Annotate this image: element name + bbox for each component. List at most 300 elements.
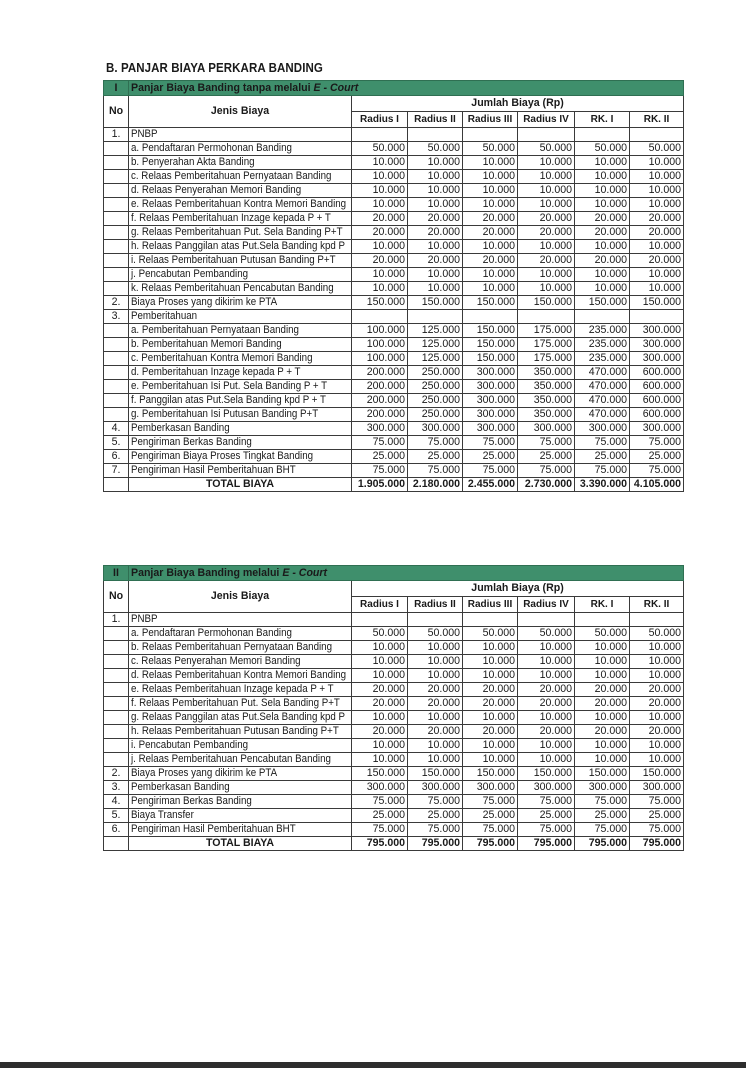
row-label: Biaya Proses yang dikirim ke PTA [129,296,352,310]
column-header-radius-iv: Radius IV [518,597,575,613]
row-number: 2. [104,296,129,310]
table-row [104,725,684,739]
column-header-rk-ii: RK. II [630,112,684,128]
row-number [104,184,129,198]
row-label: Pemberitahuan [129,310,352,324]
row-number: 7. [104,464,129,478]
cell-amount: 75.000 [463,436,518,450]
row-label: i. Relaas Pemberitahuan Putusan Banding P+T [129,254,352,268]
cell-amount: 10.000 [463,268,518,282]
total-amount: 3.390.000 [575,478,630,492]
row-number [104,725,129,739]
column-header-radius-ii: Radius II [408,597,463,613]
row-number: 1. [104,613,129,627]
total-amount: 795.000 [463,837,518,851]
table-row [104,380,684,394]
row-number [104,254,129,268]
row-number [104,394,129,408]
row-label: Pemberkasan Banding [129,422,352,436]
column-header-radius-i: Radius I [352,597,408,613]
cell-amount: 600.000 [630,366,684,380]
table-row [104,613,684,627]
cell-amount: 25.000 [630,450,684,464]
cell-amount: 250.000 [408,380,463,394]
cell-amount: 10.000 [630,268,684,282]
cell-amount: 50.000 [463,627,518,641]
cell-amount: 10.000 [408,240,463,254]
cell-amount: 25.000 [408,450,463,464]
row-number [104,655,129,669]
cell-amount: 10.000 [352,170,408,184]
row-label: d. Relaas Pemberitahuan Kontra Memori Banding [129,669,352,683]
column-header-rk-ii: RK. II [630,597,684,613]
cell-amount: 10.000 [630,240,684,254]
table-row [104,809,684,823]
row-label: b. Penyerahan Akta Banding [129,156,352,170]
cell-amount: 125.000 [408,324,463,338]
table-row [104,198,684,212]
row-number: 1. [104,128,129,142]
total-amount: 795.000 [575,837,630,851]
cell-amount: 10.000 [408,156,463,170]
cell-amount: 150.000 [518,767,575,781]
cell-amount: 10.000 [463,669,518,683]
table-row [104,627,684,641]
cell-amount: 10.000 [575,170,630,184]
row-label: c. Relaas Penyerahan Memori Banding [129,655,352,669]
cell-amount: 20.000 [463,226,518,240]
row-label: c. Pemberitahuan Kontra Memori Banding [129,352,352,366]
row-number [104,697,129,711]
table-row [104,268,684,282]
table-row [104,422,684,436]
cell-amount: 200.000 [352,408,408,422]
cell-amount: 20.000 [463,254,518,268]
row-label: j. Relaas Pemberitahuan Pencabutan Banding [129,753,352,767]
table-row [104,641,684,655]
cell-amount: 75.000 [518,823,575,837]
row-label: h. Relaas Panggilan atas Put.Sela Banding kpd P [129,240,352,254]
cell-amount: 75.000 [352,795,408,809]
cell-amount: 10.000 [352,198,408,212]
cell-amount: 75.000 [352,436,408,450]
row-label: g. Relaas Panggilan atas Put.Sela Banding kpd P [129,711,352,725]
row-number [104,478,129,492]
total-amount: 4.105.000 [630,478,684,492]
cell-amount: 20.000 [630,254,684,268]
cell-amount: 10.000 [463,240,518,254]
table-band-title: Panjar Biaya Banding tanpa melalui E - Court [129,81,684,96]
cell-amount: 75.000 [352,823,408,837]
cell-amount: 10.000 [408,711,463,725]
table-row [104,795,684,809]
column-header-radius-i: Radius I [352,112,408,128]
cell-amount: 10.000 [408,198,463,212]
cell-amount: 300.000 [463,366,518,380]
cell-amount: 300.000 [518,781,575,795]
table-row [104,394,684,408]
cell-amount: 300.000 [630,352,684,366]
row-number [104,170,129,184]
cell-amount: 25.000 [352,450,408,464]
cell-amount [408,613,463,627]
table-row [104,711,684,725]
cell-amount: 10.000 [408,268,463,282]
total-amount: 795.000 [518,837,575,851]
cell-amount: 10.000 [463,739,518,753]
row-label: PNBP [129,613,352,627]
row-number [104,627,129,641]
table-row [104,240,684,254]
cell-amount: 300.000 [352,781,408,795]
row-number [104,380,129,394]
cell-amount: 75.000 [408,436,463,450]
table-row [104,450,684,464]
column-header-radius-ii: Radius II [408,112,463,128]
table-row [104,324,684,338]
cell-amount: 600.000 [630,394,684,408]
cell-amount: 250.000 [408,408,463,422]
cell-amount: 75.000 [408,823,463,837]
cell-amount: 50.000 [575,627,630,641]
cell-amount: 10.000 [518,184,575,198]
table-row [104,366,684,380]
cell-amount: 20.000 [518,212,575,226]
cell-amount: 10.000 [463,282,518,296]
row-number [104,338,129,352]
cell-amount: 470.000 [575,408,630,422]
row-label: Biaya Transfer [129,809,352,823]
cell-amount: 25.000 [463,809,518,823]
row-number [104,352,129,366]
cell-amount: 20.000 [518,226,575,240]
cell-amount: 150.000 [463,352,518,366]
row-label: Pengiriman Berkas Banding [129,436,352,450]
row-label: i. Pencabutan Pembanding [129,739,352,753]
row-label: Pengiriman Hasil Pemberitahuan BHT [129,464,352,478]
cell-amount: 25.000 [630,809,684,823]
cell-amount: 10.000 [463,198,518,212]
row-label: g. Relaas Pemberitahuan Put. Sela Banding P+T [129,226,352,240]
cell-amount: 10.000 [408,641,463,655]
table-row [104,655,684,669]
cell-amount: 75.000 [630,795,684,809]
cell-amount: 10.000 [408,739,463,753]
cell-amount: 10.000 [352,739,408,753]
table-row [104,142,684,156]
table-roman-number: II [104,566,129,581]
row-number [104,212,129,226]
cell-amount: 300.000 [575,781,630,795]
table-row [104,352,684,366]
table-row [104,669,684,683]
table-band-header [104,81,684,96]
total-amount: 795.000 [630,837,684,851]
cell-amount: 20.000 [352,254,408,268]
cell-amount: 10.000 [408,669,463,683]
row-number [104,198,129,212]
cell-amount: 10.000 [575,282,630,296]
total-amount: 2.455.000 [463,478,518,492]
row-label: e. Relaas Pemberitahuan Kontra Memori Banding [129,198,352,212]
row-label: c. Relaas Pemberitahuan Pernyataan Banding [129,170,352,184]
cell-amount: 10.000 [630,170,684,184]
table-row [104,683,684,697]
cell-amount: 300.000 [518,422,575,436]
cell-amount: 75.000 [630,436,684,450]
row-label: j. Pencabutan Pembanding [129,268,352,282]
cell-amount: 10.000 [352,240,408,254]
cell-amount: 150.000 [408,767,463,781]
cell-amount: 300.000 [463,394,518,408]
cell-amount: 50.000 [408,627,463,641]
cell-amount: 250.000 [408,366,463,380]
cell-amount: 10.000 [463,711,518,725]
table-row [104,212,684,226]
cell-amount: 75.000 [575,823,630,837]
cell-amount: 20.000 [518,725,575,739]
row-label: Pengiriman Berkas Banding [129,795,352,809]
column-header-rk-i: RK. I [575,112,630,128]
cell-amount: 20.000 [352,226,408,240]
cell-amount [575,128,630,142]
cell-amount [518,310,575,324]
cell-amount [630,128,684,142]
row-label: Pengiriman Biaya Proses Tingkat Banding [129,450,352,464]
cell-amount: 75.000 [575,795,630,809]
table-row [104,310,684,324]
column-group-jumlah-biaya: Jumlah Biaya (Rp) [352,96,684,112]
cell-amount: 10.000 [352,156,408,170]
cell-amount: 10.000 [575,198,630,212]
cell-amount: 10.000 [630,711,684,725]
cell-amount: 300.000 [463,380,518,394]
cell-amount: 20.000 [630,226,684,240]
cell-amount: 10.000 [630,669,684,683]
cell-amount: 20.000 [408,697,463,711]
table-row [104,436,684,450]
cell-amount: 10.000 [463,655,518,669]
row-label: a. Pemberitahuan Pernyataan Banding [129,324,352,338]
column-header-jenis-biaya: Jenis Biaya [129,581,352,613]
cell-amount: 10.000 [352,655,408,669]
table-row [104,464,684,478]
cell-amount: 175.000 [518,324,575,338]
table-row [104,767,684,781]
row-number: 4. [104,422,129,436]
table-row [104,282,684,296]
cell-amount: 10.000 [575,240,630,254]
total-amount: 1.905.000 [352,478,408,492]
cell-amount: 25.000 [408,809,463,823]
cell-amount: 50.000 [630,142,684,156]
cell-amount: 10.000 [630,156,684,170]
bottom-bar [0,1062,746,1068]
cell-amount: 350.000 [518,394,575,408]
row-number: 6. [104,450,129,464]
cell-amount: 75.000 [463,464,518,478]
cell-amount: 470.000 [575,380,630,394]
cell-amount [408,310,463,324]
cell-amount: 200.000 [352,380,408,394]
cell-amount: 10.000 [463,184,518,198]
cell-amount: 10.000 [575,641,630,655]
row-number [104,753,129,767]
row-label: Biaya Proses yang dikirim ke PTA [129,767,352,781]
row-label: Pengiriman Hasil Pemberitahuan BHT [129,823,352,837]
cell-amount: 20.000 [408,725,463,739]
row-number: 2. [104,767,129,781]
cell-amount: 10.000 [408,655,463,669]
table-band-header [104,566,684,581]
table-body [104,613,684,851]
cell-amount: 150.000 [408,296,463,310]
cell-amount: 20.000 [408,254,463,268]
cell-amount: 10.000 [408,753,463,767]
row-number [104,156,129,170]
row-number [104,711,129,725]
cell-amount: 10.000 [463,753,518,767]
cell-amount: 10.000 [518,282,575,296]
cell-amount: 300.000 [463,422,518,436]
table-row [104,823,684,837]
cell-amount: 25.000 [518,450,575,464]
table-row [104,170,684,184]
column-header-no: No [104,96,129,128]
total-row [104,837,684,851]
table-row [104,254,684,268]
cell-amount: 10.000 [352,184,408,198]
fee-table-with-ecourt [103,565,684,851]
total-label: TOTAL BIAYA [129,478,352,492]
row-number [104,837,129,851]
column-header-jenis-biaya: Jenis Biaya [129,96,352,128]
row-number [104,683,129,697]
cell-amount: 10.000 [463,641,518,655]
cell-amount: 600.000 [630,380,684,394]
row-label: f. Panggilan atas Put.Sela Banding kpd P + T [129,394,352,408]
row-number [104,669,129,683]
cell-amount [408,128,463,142]
cell-amount: 20.000 [575,683,630,697]
table-row [104,753,684,767]
cell-amount: 10.000 [630,198,684,212]
cell-amount: 100.000 [352,338,408,352]
cell-amount: 150.000 [575,296,630,310]
table-row [104,156,684,170]
cell-amount [518,128,575,142]
cell-amount: 20.000 [575,212,630,226]
cell-amount: 10.000 [352,669,408,683]
cell-amount: 150.000 [463,767,518,781]
cell-amount: 10.000 [518,669,575,683]
cell-amount [463,613,518,627]
cell-amount: 175.000 [518,352,575,366]
cell-amount: 470.000 [575,394,630,408]
cell-amount: 20.000 [463,683,518,697]
cell-amount: 235.000 [575,324,630,338]
row-number [104,408,129,422]
cell-amount: 600.000 [630,408,684,422]
cell-amount [630,310,684,324]
cell-amount: 25.000 [575,809,630,823]
cell-amount: 200.000 [352,366,408,380]
row-number [104,268,129,282]
cell-amount: 25.000 [352,809,408,823]
column-header-no: No [104,581,129,613]
cell-amount: 50.000 [408,142,463,156]
total-amount: 795.000 [352,837,408,851]
cell-amount: 20.000 [630,683,684,697]
cell-amount: 10.000 [518,240,575,254]
row-number [104,226,129,240]
cell-amount: 10.000 [518,655,575,669]
cell-amount: 10.000 [518,198,575,212]
cell-amount: 10.000 [630,282,684,296]
row-label: e. Pemberitahuan Isi Put. Sela Banding P + T [129,380,352,394]
cell-amount: 10.000 [352,641,408,655]
total-row [104,478,684,492]
table-band-title: Panjar Biaya Banding melalui E - Court [129,566,684,581]
cell-amount: 10.000 [575,669,630,683]
row-number [104,366,129,380]
cell-amount: 20.000 [408,683,463,697]
cell-amount: 125.000 [408,338,463,352]
cell-amount: 75.000 [463,795,518,809]
cell-amount: 75.000 [575,464,630,478]
cell-amount: 25.000 [463,450,518,464]
cell-amount [352,613,408,627]
row-number: 3. [104,781,129,795]
row-number [104,142,129,156]
cell-amount: 150.000 [463,338,518,352]
cell-amount: 50.000 [575,142,630,156]
fee-table-without-ecourt [103,80,684,492]
cell-amount: 10.000 [352,268,408,282]
cell-amount: 75.000 [518,795,575,809]
cell-amount [352,128,408,142]
cell-amount: 10.000 [408,184,463,198]
row-label: a. Pendaftaran Permohonan Banding [129,627,352,641]
cell-amount: 10.000 [630,641,684,655]
cell-amount: 10.000 [463,156,518,170]
cell-amount: 100.000 [352,324,408,338]
row-label: a. Pendaftaran Permohonan Banding [129,142,352,156]
cell-amount: 20.000 [352,212,408,226]
cell-amount: 10.000 [518,156,575,170]
cell-amount: 300.000 [408,781,463,795]
cell-amount: 350.000 [518,366,575,380]
cell-amount: 150.000 [630,296,684,310]
cell-amount: 150.000 [463,324,518,338]
row-label: b. Pemberitahuan Memori Banding [129,338,352,352]
cell-amount: 75.000 [408,795,463,809]
cell-amount: 10.000 [518,268,575,282]
table-row [104,296,684,310]
cell-amount: 10.000 [518,753,575,767]
table-row [104,226,684,240]
cell-amount: 150.000 [518,296,575,310]
cell-amount: 20.000 [630,212,684,226]
cell-amount: 20.000 [463,212,518,226]
column-header-radius-iii: Radius III [463,112,518,128]
cell-amount: 10.000 [630,739,684,753]
cell-amount: 50.000 [630,627,684,641]
cell-amount: 150.000 [352,296,408,310]
cell-amount: 75.000 [408,464,463,478]
cell-amount: 300.000 [463,408,518,422]
cell-amount: 300.000 [630,324,684,338]
